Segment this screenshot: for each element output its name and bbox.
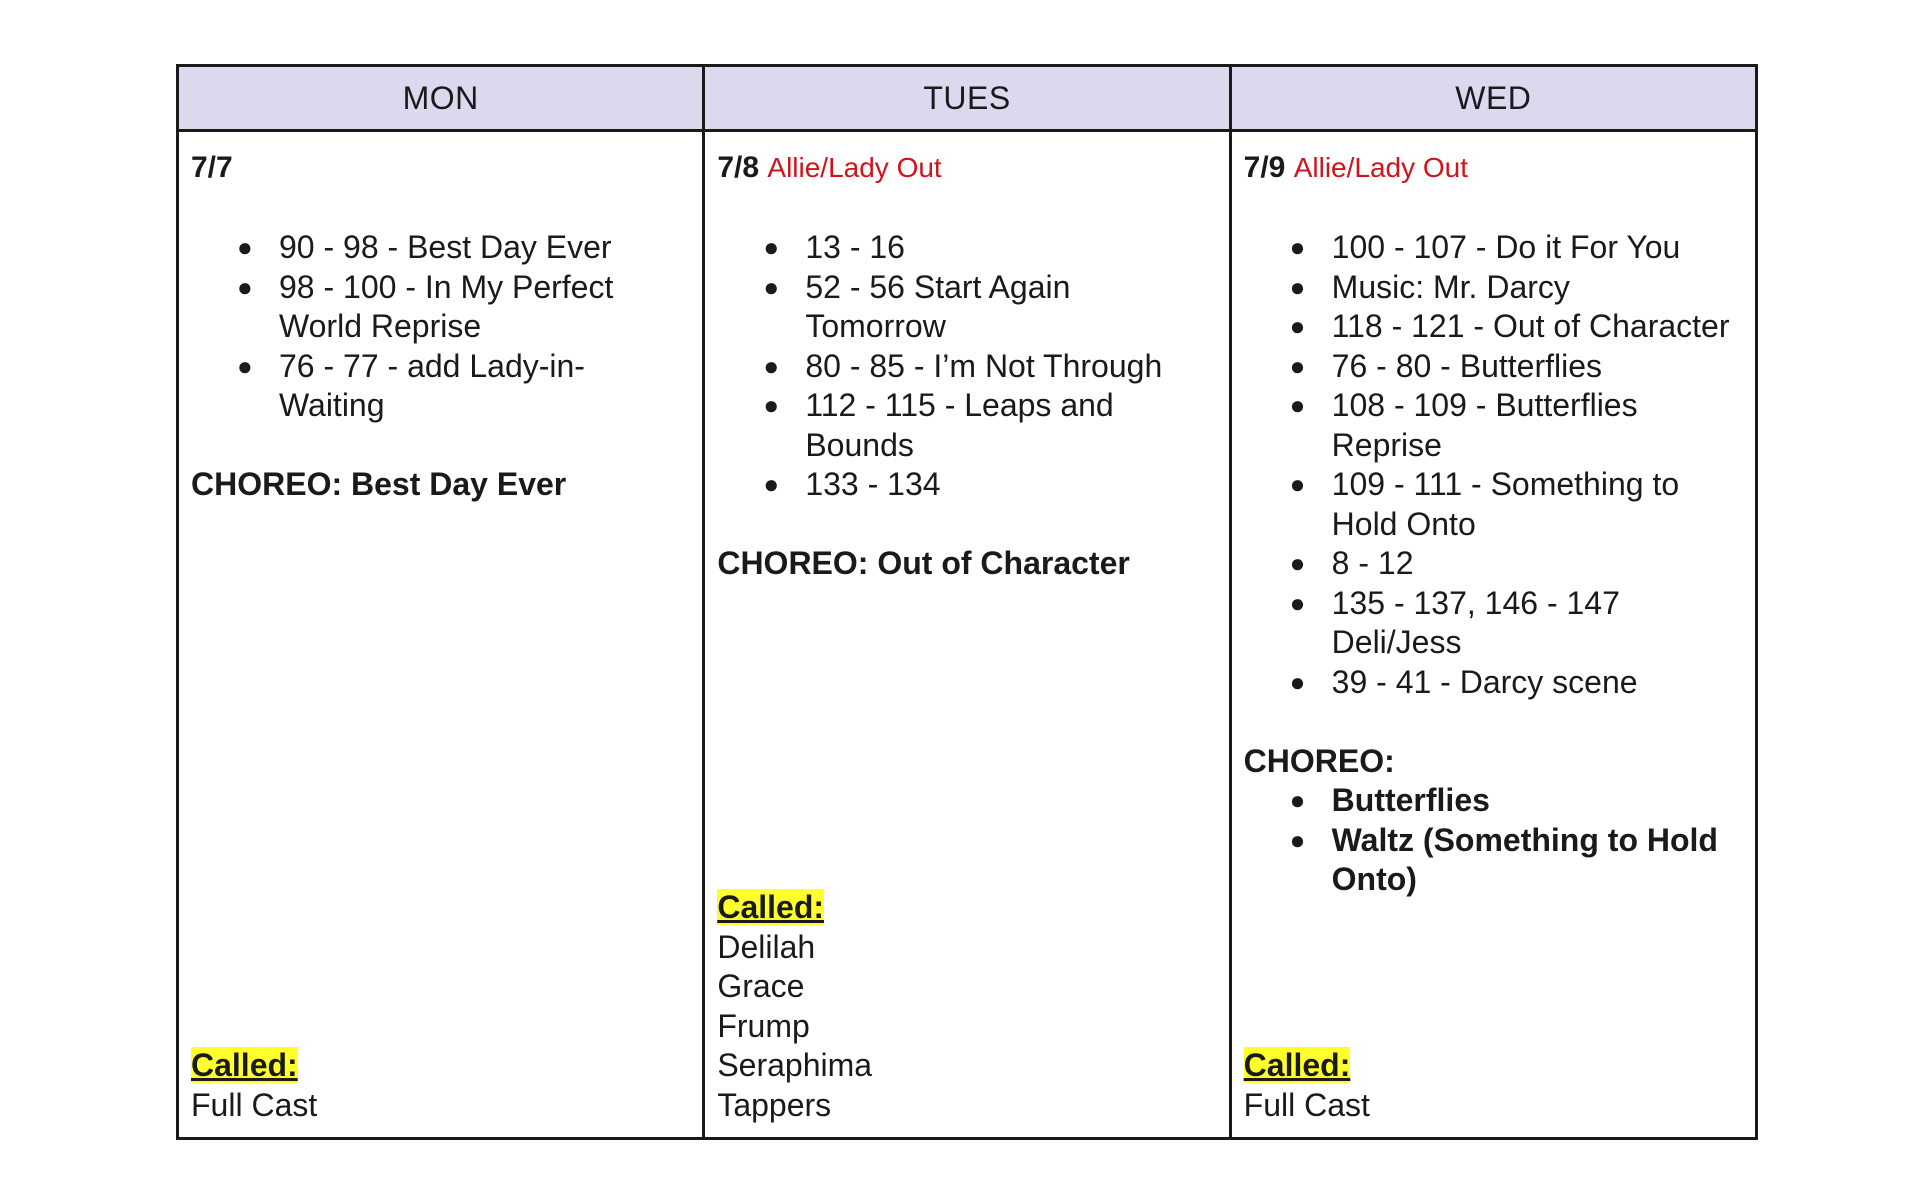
scene-item-text: 108 - 109 - Butterflies Reprise (1331, 387, 1638, 463)
list-item (1244, 781, 1741, 821)
day-cell (704, 131, 1230, 1139)
bullet-icon: ● (1289, 587, 1306, 618)
list-item (717, 386, 1214, 465)
list-item (717, 268, 1214, 347)
bullet-icon: ● (237, 232, 253, 262)
schedule-row (178, 131, 1757, 1139)
called-name: Full Cast (191, 1086, 318, 1123)
scene-item-text: 39 - 41 - Darcy scene (1331, 663, 1638, 700)
bullet-icon: ● (1289, 824, 1306, 855)
date-label: 7/9 (1243, 151, 1286, 184)
rehearsal-schedule-table (176, 64, 1758, 1140)
called-name: Full Cast (1243, 1086, 1370, 1123)
list-item (1244, 347, 1741, 387)
bullet-icon: ● (1289, 469, 1306, 499)
list-item (1244, 386, 1741, 465)
day-cell (1230, 131, 1756, 1139)
list-item (1244, 544, 1741, 584)
list-item (1244, 821, 1741, 900)
list-item (191, 347, 688, 426)
bullet-icon: ● (1289, 390, 1306, 420)
called-label-line (191, 1046, 317, 1086)
called-label: Called: (1243, 1047, 1351, 1083)
scene-item-text: 109 - 111 - Something to Hold Onto (1331, 466, 1680, 542)
bullet-icon: ● (1289, 271, 1306, 302)
list-item (1244, 307, 1741, 347)
scene-item-text: 13 - 16 (805, 229, 905, 265)
bullet-icon: ● (1289, 311, 1306, 341)
bullet-icon: ● (763, 469, 780, 499)
bullet-icon: ● (1289, 350, 1306, 381)
scene-item-text: 90 - 98 - Best Day Ever (279, 229, 612, 265)
called-block (191, 1046, 317, 1125)
date-line (191, 150, 688, 186)
called-label: Called: (191, 1047, 298, 1083)
scene-item-text: 100 - 107 - Do it For You (1331, 229, 1681, 265)
bullet-icon: ● (763, 232, 780, 262)
list-item (191, 268, 688, 347)
date-line (1244, 150, 1741, 186)
column-header-tues: TUES (704, 66, 1230, 131)
list-item (191, 228, 688, 268)
called-name: Delilah (717, 928, 816, 965)
column-header-wed: WED (1230, 66, 1756, 131)
bullet-icon: ● (1289, 666, 1306, 697)
scene-item-text: 133 - 134 (805, 466, 941, 502)
called-name: Tappers (717, 1086, 832, 1123)
list-item (1244, 465, 1741, 544)
list-item (1244, 584, 1741, 663)
absence-note: Allie/Lady Out (1293, 152, 1469, 183)
scene-item-text: 76 - 77 - add Lady-in-Waiting (279, 347, 585, 423)
day-cell (178, 131, 704, 1139)
called-label-line (717, 888, 872, 928)
bullet-icon: ● (1289, 785, 1306, 815)
scene-list (717, 228, 1214, 505)
called-name: Frump (717, 1007, 810, 1044)
scene-item-text: 135 - 137, 146 - 147 Deli/Jess (1331, 584, 1620, 660)
choreo-item-text: Butterflies (1331, 782, 1490, 818)
bullet-icon: ● (237, 350, 253, 381)
called-block (1244, 1046, 1370, 1125)
choreo-label: CHOREO: Best Day Ever (191, 466, 567, 502)
date-line (717, 150, 1214, 186)
called-name: Seraphima (717, 1047, 873, 1083)
list-item (1244, 268, 1741, 308)
scene-item-text: 112 - 115 - Leaps and Bounds (805, 387, 1114, 463)
scene-list (1244, 228, 1741, 702)
date-label: 7/7 (191, 151, 233, 184)
date-label: 7/8 (717, 151, 760, 184)
bullet-icon: ● (763, 271, 780, 302)
header-row (178, 66, 1757, 131)
bullet-icon: ● (763, 350, 780, 381)
called-name: Grace (717, 968, 805, 1004)
scene-list (191, 228, 688, 426)
list-item (1244, 228, 1741, 268)
list-item (717, 347, 1214, 387)
list-item (717, 465, 1214, 505)
bullet-icon: ● (1289, 232, 1306, 262)
scene-item-text: 118 - 121 - Out of Character (1331, 308, 1730, 344)
bullet-icon: ● (1289, 548, 1306, 578)
column-header-mon: MON (178, 66, 704, 131)
called-label: Called: (717, 889, 825, 925)
bullet-icon: ● (763, 390, 780, 420)
called-label-line (1244, 1046, 1370, 1086)
bullet-icon: ● (237, 271, 253, 302)
scene-item-text: 80 - 85 - I’m Not Through (805, 347, 1163, 384)
scene-item-text: 8 - 12 (1331, 545, 1414, 581)
called-block (717, 888, 872, 1125)
scene-item-text: Music: Mr. Darcy (1331, 268, 1570, 305)
choreo-list (1244, 781, 1741, 900)
absence-note: Allie/Lady Out (767, 152, 942, 183)
list-item (717, 228, 1214, 268)
choreo-label: CHOREO: Out of Character (717, 545, 1130, 581)
list-item (1244, 663, 1741, 703)
choreo-item-text: Waltz (Something to Hold Onto) (1331, 821, 1718, 897)
scene-item-text: 76 - 80 - Butterflies (1331, 347, 1602, 384)
choreo-label: CHOREO: (1243, 742, 1395, 779)
scene-item-text: 98 - 100 - In My Perfect World Reprise (279, 268, 614, 344)
scene-item-text: 52 - 56 Start Again Tomorrow (805, 268, 1071, 344)
